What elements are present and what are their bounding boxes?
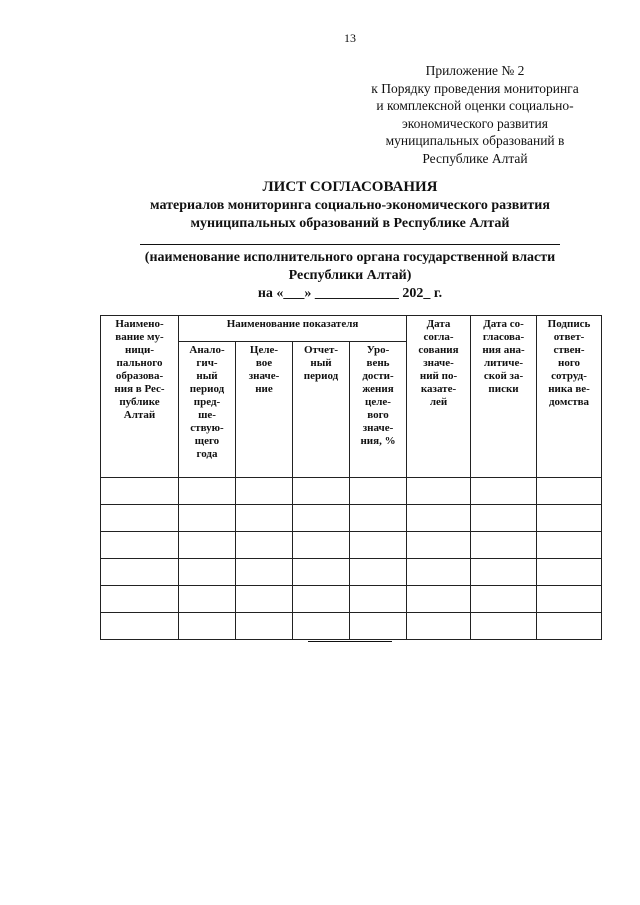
organization-caption	[0, 249, 640, 303]
table-cell[interactable]	[350, 505, 407, 532]
table-cell[interactable]	[471, 559, 537, 586]
table-cell[interactable]	[407, 532, 471, 559]
table-cell[interactable]	[293, 559, 350, 586]
title-subtitle-line: материалов мониторинга социально-экономического развития	[150, 198, 550, 213]
table-cell[interactable]	[179, 532, 236, 559]
table-cell[interactable]	[101, 613, 179, 640]
table-cell[interactable]	[350, 586, 407, 613]
appendix-line: к Порядку проведения мониторинга	[371, 80, 579, 96]
header-approval-date: Дата согла- сования значе- ний по- казате- лей	[407, 316, 471, 478]
title-subtitle-line: муниципальных образований в Республике Алтай	[190, 216, 510, 231]
table-cell[interactable]	[471, 505, 537, 532]
table-cell[interactable]	[236, 532, 293, 559]
table-row	[101, 532, 602, 559]
table-cell[interactable]	[350, 478, 407, 505]
table-row	[101, 586, 602, 613]
table-cell[interactable]	[293, 532, 350, 559]
header-signature: Подпись ответ- ствен- ного сотруд- ника ве- домства	[537, 316, 602, 478]
subheader-target-value: Целе- вое значе- ние	[236, 342, 293, 478]
table-cell[interactable]	[537, 559, 602, 586]
table-cell[interactable]	[471, 586, 537, 613]
document-title	[0, 178, 640, 233]
page-number: 13	[344, 31, 356, 45]
table-cell[interactable]	[236, 505, 293, 532]
date-line: на «___» ____________ 202_ г.	[257, 286, 443, 301]
appendix-line: муниципальных образований в	[385, 133, 565, 148]
table-header-row	[101, 316, 602, 342]
table-cell[interactable]	[293, 613, 350, 640]
table-row	[101, 505, 602, 532]
appendix-header	[355, 62, 595, 167]
table-cell[interactable]	[293, 478, 350, 505]
table-cell[interactable]	[350, 532, 407, 559]
table-cell[interactable]	[236, 613, 293, 640]
table-cell[interactable]	[407, 478, 471, 505]
appendix-line: Приложение № 2	[425, 63, 525, 78]
subheader-previous-year: Анало- гич- ный период пред- ше- ствую- щего года	[179, 342, 236, 478]
table-cell[interactable]	[350, 559, 407, 586]
subheader-achievement-level: Уро- вень дости- жения целе- вого значе- ния, %	[350, 342, 407, 478]
table-cell[interactable]	[179, 559, 236, 586]
table-cell[interactable]	[537, 478, 602, 505]
header-municipality: Наимено- вание му- ници- пального образова- ния в Рес- публике Алтай	[101, 316, 179, 478]
table-cell[interactable]	[471, 532, 537, 559]
table-cell[interactable]	[407, 559, 471, 586]
organization-fill-line	[140, 244, 560, 245]
header-indicator: Наименование показателя	[179, 316, 407, 342]
approval-table	[100, 315, 602, 640]
table-cell[interactable]	[236, 478, 293, 505]
table-row	[101, 613, 602, 640]
table-cell[interactable]	[236, 586, 293, 613]
subheader-reporting-period: Отчет- ный период	[293, 342, 350, 478]
table-cell[interactable]	[471, 478, 537, 505]
table-cell[interactable]	[101, 559, 179, 586]
table-cell[interactable]	[350, 613, 407, 640]
table-cell[interactable]	[236, 559, 293, 586]
table-cell[interactable]	[537, 613, 602, 640]
table-cell[interactable]	[407, 586, 471, 613]
table-cell[interactable]	[101, 505, 179, 532]
table-cell[interactable]	[293, 586, 350, 613]
organization-caption-line: (наименование исполнительного органа государственной власти	[144, 250, 556, 265]
table-cell[interactable]	[537, 505, 602, 532]
appendix-line: и комплексной оценки социально-	[376, 98, 574, 113]
end-divider	[308, 641, 392, 642]
organization-caption-line: Республики Алтай)	[288, 268, 412, 283]
table-cell[interactable]	[407, 613, 471, 640]
header-note-date: Дата со- гласова- ния ана- литиче- ской за- писки	[471, 316, 537, 478]
table-row	[101, 478, 602, 505]
table-cell[interactable]	[179, 478, 236, 505]
table-cell[interactable]	[179, 613, 236, 640]
table-cell[interactable]	[293, 505, 350, 532]
table-cell[interactable]	[101, 586, 179, 613]
table-cell[interactable]	[179, 586, 236, 613]
table-cell[interactable]	[471, 613, 537, 640]
table-cell[interactable]	[537, 586, 602, 613]
table-cell[interactable]	[101, 478, 179, 505]
table-cell[interactable]	[537, 532, 602, 559]
table-cell[interactable]	[179, 505, 236, 532]
table-row	[101, 559, 602, 586]
table-cell[interactable]	[101, 532, 179, 559]
appendix-line: экономического развития	[402, 115, 548, 131]
title-heading: ЛИСТ СОГЛАСОВАНИЯ	[262, 179, 438, 195]
appendix-line: Республике Алтай	[422, 150, 528, 166]
table-cell[interactable]	[407, 505, 471, 532]
